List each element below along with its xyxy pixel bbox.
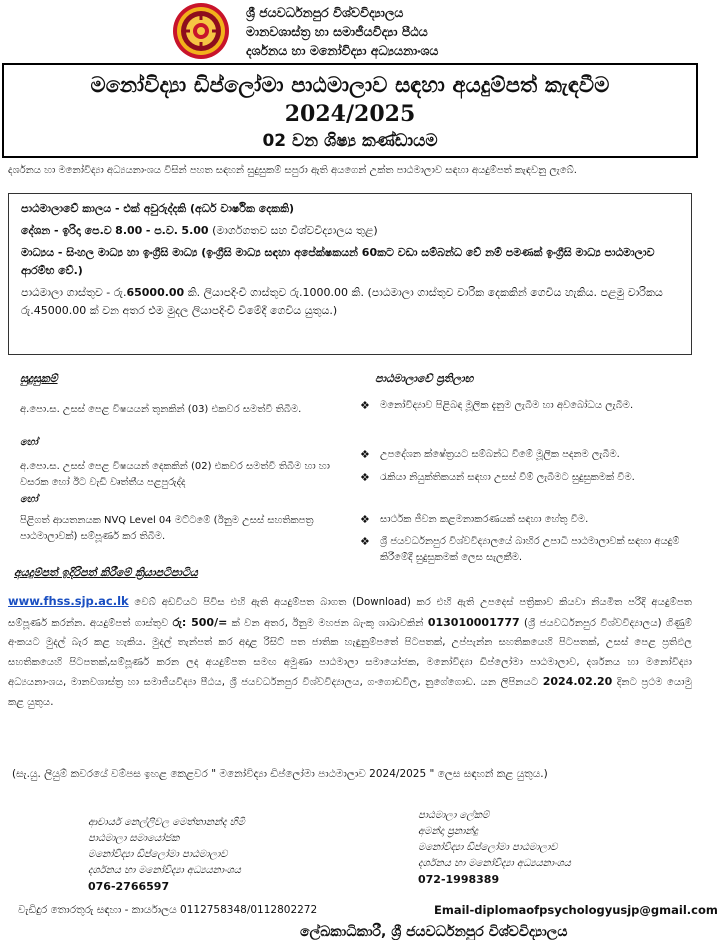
secretary-phone: 072-1998389 [418,873,500,886]
envelope-note: (සැ.යු. ලියුම් කවරයේ වම්පස ඉහළ කෙළවර " මනෝවිද්‍යා ඩිප්ලෝමා පාඨමාලාව 2024/2025 " ලෙස සඳහන් කළ යුතුය.) [12,768,548,780]
or-label: හෝ [20,437,38,448]
benefit-item: ❖ සාර්ථක ජීවන කළමනාකරණයක් සඳහා හේතු වීම. [360,513,589,526]
diamond-bullet-icon: ❖ [360,448,370,461]
department-name: දර්ශනය හා මනෝවිද්‍යා අධ්‍යයනාංශය [246,43,439,58]
course-duration: පාඨමාලාවේ කාලය - එක් අවුරුද්දකි (අර්ධ වාර්ෂික දෙකකි) [21,202,295,215]
letterhead [0,0,700,64]
diamond-bullet-icon: ❖ [360,399,370,412]
lecture-times: දේශන - ඉරිදා පෙ.ව 8.00 - ප.ව. 5.00 (මාර්ගගතව සහ විශ්වවිද්‍යාලය තුළ) [21,224,378,237]
contact-email[interactable]: Email-diplomaofpsychologyusjp@gmail.com [434,903,718,917]
benefit-item: ❖ රැකියා නියුක්තිකයන් සඳහා උසස් වීම් ලැබීමට සුදුසුකමක් වීම. [360,471,635,484]
coordinator-signature: ආචාර්ය නෙල්ලිවල මෙත්තානන්ද හිමි පාඨමාලා සමායෝජක මනෝවිද්‍යා ඩිප්ලෝමා පාඨමාලාව දර්ශනය හා මනෝවිද්‍යා අධ්‍යයනාංශය 076-2766597 [88,817,245,893]
course-fee: පාඨමාලා ගාස්තුව - රු.65000.00 කි. ලියාපදිංචි ගාස්තුව රු.1000.00 කි. (පාඨමාලා ගාස්තුව වාරික දෙකකින් ගෙවිය හැකිය. පළමු වාරිකය රු.45000.00 ක් වන අතර එම මුදල ලියාපදිංචි වීමේදී ගෙවිය යුතුය.) [21,286,663,317]
or-label: හෝ [20,494,38,505]
course-info-box [8,193,692,355]
course-medium: මාධ්‍යය - සිංහල මාධ්‍ය හා ඉංග්‍රීසි මාධ්‍ය (ඉංග්‍රීසි මාධ්‍ය සඳහා අපේක්ෂකයන් 60කට වඩා සම්බන්ධ වේ නම් පමණක් ඉංග්‍රීසි මාධ්‍ය පාඨමාලාව ආරම්භ වේ.) [21,246,655,277]
requirement-item: අ.පො.ස. උසස් පෙළ විෂයයන් දෙකකින් (02) එකවර සමත්වී තිබීම හා හා වසරක හෝ ඊට වැඩි වෘත්තීය පළපුරුද්ද [20,461,330,488]
coordinator-name: ආචාර්ය නෙල්ලිවල මෙත්තානන්ද හිමි [88,817,245,828]
office-phone: වැඩිදුර තොරතුරු සඳහා - කාර්යාලය 0112758348/0112802272 [18,904,318,916]
academic-year: 2024/2025 [284,101,416,127]
faculty-name: මානවශාස්ත්‍ර හා සමාජීයවිද්‍යා පීඨය [246,24,428,39]
page-title: මනෝවිද්‍යා ඩිප්ලෝමා පාඨමාලාව සඳහා අයදුම්පත් කැඳවීම [90,73,610,97]
procedure-heading: අයදුම්පත් ඉදිරිපත් කිරීමේ ක්‍රියාපටිපාටිය [14,566,198,579]
university-name: ශ්‍රී ජයවර්ධනපුර විශ්වවිද්‍යාලය [246,5,404,20]
secretary-name: අමන්දා ප්‍රනාන්දු [418,826,478,837]
title-box [2,63,698,158]
secretary-signature: පාඨමාලා ලේකම් අමන්දා ප්‍රනාන්දු මනෝවිද්‍යා ඩිප්ලෝමා පාඨමාලාව දර්ශනය හා මනෝවිද්‍යා අධ්‍යයනාංශය 072-1998389 [418,810,571,886]
benefit-item: ❖ මනෝවිද්‍යාව පිළිබඳ මූලික දැනුම ලැබීම හා අවබෝධය ලැබීම. [360,399,634,412]
procedure-paragraph: www.fhss.sjp.ac.lk වෙබ් අඩවියට පිවිස එහි ඇති අයදුම්පත බාගත (Download) කර එහි ඇති උපදෙස් පත්‍රිකාව කියවා නියමිත පරිදි අයදුම්පත සම්පූර්ණ කරන්න. අයදුම්පත් ගාස්තුව රු: 500/= ක් වන අතර, ඊනුම මහජන බැංකු ශාඛාවකින් 013010001777 (ශ්‍රී ජයවර්ධනපුර විශ්වවිද්‍යාලය) ගිණුම් අංකයට මුදල් බැර කළ හැකිය. මුදල් තැන්පත් කර අදාළ රිසිට් පත ජාතික හැඳුනුම්පතේ පිටපතක්, උප්පැන්න සහතිකයෙහි පිටපතක්, උසස් පෙළ ප්‍රතිඵල සහතිකයෙහි පිටපතක්,සම්පූර්ණ කරන ලද අයදුම්පත සමඟ අමුණා පාඨමාලා සමායෝජක, මනෝවිද්‍යා ඩිප්ලෝමා පාඨමාලාව, දර්ශනය හා මනෝවිද්‍යා අධ්‍යයනාංශය, මානවශාස්ත්‍ර හා සමාජීයවිද්‍යා පීඨය, ශ්‍රී ජයවර්ධනපුර විශ්වවිද්‍යාලය, ගංගොඩවිල, නුගේගොඩ. යන ලිපිනයට 2024.02.20 දිනට ප්‍රථම යොමු කළ යුතුය. [8,594,692,708]
diamond-bullet-icon: ❖ [360,471,370,484]
batch-label: 02 වන ශිෂ්‍ය කණ්ඩායම [262,131,438,151]
deadline-date: 2024.02.20 [542,675,613,688]
registrar-line: ලේඛකාධිකාරී, ශ්‍රී ජයවර්ධනපුර විශ්වවිද්‍යාලය [300,924,568,940]
footer [0,900,718,922]
benefits-heading: පාඨමාලාවේ ප්‍රතිලාභ [375,372,474,385]
requirements-heading: සුදුසුකම් [20,372,58,385]
benefit-item: ❖ උපදේශන ක්ෂේත්‍රයට සම්බන්ධ වීමේ මූලික පදනම ලැබීම. [360,448,620,461]
benefit-item: ❖ ශ්‍රී ජයවර්ධනපුර විශ්වවිද්‍යාලයේ බාහිර උපාධි පාඨමාලාවක් සඳහා අයදුම් කිරීමේදී සුදුසුකමක් ලෙස සැලකීම. [360,535,680,563]
account-number: 013010001777 [427,615,520,629]
diamond-bullet-icon: ❖ [360,535,370,548]
requirement-item: පිළිගත් ආයතනයක NVQ Level 04 මට්ටමේ (ඊනුම උසස් සහතිකපත්‍ර පාඨමාලාවක්) සම්පූර්ණ කර තිබීම. [20,515,314,542]
coordinator-phone: 076-2766597 [88,880,170,893]
application-fee: රු: 500/= [172,615,228,629]
website-link[interactable]: www.fhss.sjp.ac.lk [8,594,129,608]
secretary-title: පාඨමාලා ලේකම් [418,810,490,821]
diamond-bullet-icon: ❖ [360,513,370,526]
university-logo-icon [172,2,230,60]
intro-paragraph: දර්ශනය හා මනෝවිද්‍යා අධ්‍යයනාංශය විසින් පහත සඳහන් සුදුසුකම් සපුරා ඇති අයගෙන් උක්ත පාඨමාලාව සඳහා අයදුම්පත් කැඳවනු ලැබේ. [8,165,577,176]
requirement-item: අ.පො.ස. උසස් පෙළ විෂයයන් තුනකින් (03) එකවර සමත්වී තිබීම. [20,404,302,415]
